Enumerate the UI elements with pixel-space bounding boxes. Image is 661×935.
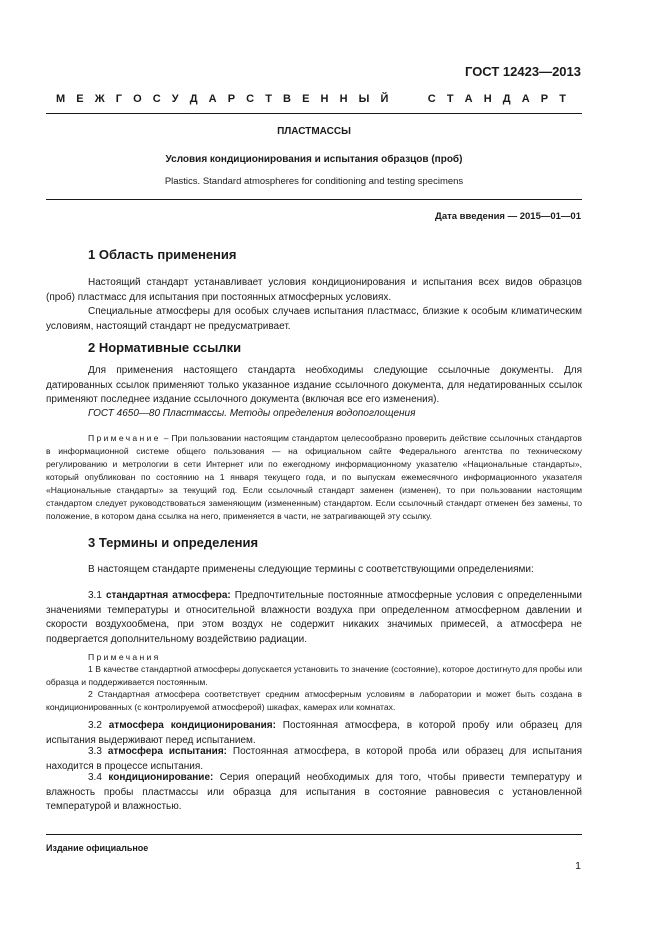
banner-letter: С: [427, 93, 436, 105]
banner-letter: Т: [446, 93, 454, 105]
term-3-2: [46, 719, 582, 748]
banner-letter: [399, 93, 402, 105]
banner-letter: Н: [320, 93, 329, 105]
introduction-date: Дата введения — 2015—01—01: [435, 211, 581, 222]
banner-letter: Т: [265, 93, 272, 105]
note-label: Примечание: [88, 433, 161, 443]
banner-letter: У: [171, 93, 179, 105]
term-name: кондиционирование:: [108, 772, 214, 783]
term-name: атмосфера кондиционирования:: [108, 720, 276, 731]
section-2-paragraph: Для применения настоящего стандарта необходимы следующие ссылочные документы. Для датированных ссылок применяют только указанное издание ссылочного документа, для недатированных ссылок применяют последнее издание ссылочного документа (включая все его изменения).: [46, 365, 582, 405]
banner-letter: Д: [189, 93, 198, 105]
term-number: 3.1: [88, 590, 106, 601]
banner-letter: Д: [502, 93, 511, 105]
term-name: атмосфера испытания:: [107, 746, 227, 757]
title-rule: [46, 199, 582, 200]
section-3-notes-label: Примечания: [88, 652, 161, 662]
term-name: стандартная атмосфера:: [105, 590, 231, 601]
section-2-note: [46, 432, 582, 523]
banner-letter: А: [464, 93, 473, 105]
section-1-heading: 1 Область применения: [88, 247, 237, 262]
banner-letter: Р: [540, 93, 549, 105]
banner-letter: О: [133, 93, 142, 105]
banner-letter: Ы: [358, 93, 370, 105]
term-definition: Серия операций необходимых для того, чтобы привести температуру и влажность пробы пластмассы или образца для испытания в состояние равновесия с установленной температурой и влажностью.: [46, 772, 582, 812]
term-number: 3.2: [88, 720, 109, 731]
term-number: 3.4: [88, 772, 109, 783]
term-number: 3.3: [88, 746, 108, 757]
standard-subtitle: Условия кондиционирования и испытания образцов (проб): [165, 154, 463, 165]
banner-letter: Н: [339, 93, 348, 105]
term-definition: Предпочтительные постоянные атмосферные условия с определенными значениями температуры и относительной влажности воздуха при определенном атмосферном давлении и скорости воздухообмена, при этом воздух не содержит никаких значимых примесей, а атмосфера не подвергается дополнительному воздействию радиации.: [46, 590, 582, 645]
english-title: Plastics. Standard atmospheres for conditioning and testing specimens: [164, 176, 464, 187]
header-rule: [46, 113, 582, 114]
banner-letter: Е: [76, 93, 84, 105]
page-number: 1: [575, 860, 581, 872]
section-1-paragraph-2: Специальные атмосферы для особых случаев испытания пластмасс, близкие к особым климатическим условиям, настоящий стандарт не предусматривает.: [46, 306, 582, 332]
banner-letter: В: [283, 93, 291, 105]
section-3-note-1: 1 В качестве стандартной атмосферы допускается установить то значение (состояние), которое достигнуто для пробы или образца и поддерживается постоянным.: [46, 664, 582, 687]
footer-rule: [46, 834, 582, 835]
section-3-intro: В настоящем стандарте применены следующие термины с соответствующими определениями:: [88, 564, 534, 575]
section-3-heading: 3 Термины и определения: [88, 535, 259, 550]
banner-letter: Т: [559, 93, 566, 105]
standard-title: ПЛАСТМАССЫ: [277, 126, 351, 137]
banner-letter: Й: [380, 93, 389, 105]
banner-letter: Е: [302, 93, 310, 105]
reference-gost-4650: ГОСТ 4650—80 Пластмассы. Методы определения водопоглощения: [88, 408, 416, 419]
note-text: – При пользовании настоящим стандартом целесообразно проверить действие ссылочных стандартов в информационной системе общего пользования — на официальном сайте Федерального агентства по техническому регулированию и метрологии в сети Интернет или по ежегодному информационному указателю «Национальные стандарты», который опубликован по состоянию на 1 января текущего года, и по выпускам ежемесячного информационного указателя «Национальные стандарты» за текущий год. Если ссылочный стандарт заменен (изменен), то при пользовании настоящим стандартом следует руководствоваться заменяющим (измененным) стандартом. Если ссылочный стандарт отменен без замены, то положение, в котором дана ссылка на него, применяется в части, не затрагивающей эту ссылку.: [46, 433, 582, 521]
banner-letter: Ж: [94, 93, 105, 105]
document-number: ГОСТ 12423—2013: [465, 64, 581, 79]
term-3-3: [46, 745, 582, 774]
term-3-1: [46, 589, 582, 647]
official-edition-label: Издание официальное: [46, 843, 149, 853]
term-definition: Постоянная атмосфера, в которой проба или образец для испытания находится в процессе испытания.: [46, 746, 583, 772]
term-3-4: [46, 771, 582, 815]
banner-letter: С: [246, 93, 255, 105]
banner-letter: С: [152, 93, 161, 105]
banner-letter: Н: [483, 93, 492, 105]
banner-letter: Г: [115, 93, 122, 105]
banner-letter: М: [56, 93, 66, 105]
interstate-standard-banner: [56, 93, 566, 105]
banner-letter: А: [208, 93, 217, 105]
banner-letter: [414, 93, 417, 105]
banner-letter: Р: [227, 93, 236, 105]
term-definition: Постоянная атмосфера, в которой пробу или образец для испытания выдерживают перед испытанием.: [46, 720, 582, 746]
section-2-heading: 2 Нормативные ссылки: [88, 340, 242, 355]
section-3-note-2: 2 Стандартная атмосфера соответствует средним атмосферным условиям в лаборатории и может быть создана в кондиционированных (с контролируемой атмосферой) шкафах, камерах или комнатах.: [46, 689, 582, 712]
section-1-paragraph-1: Настоящий стандарт устанавливает условия кондиционирования и испытания всех видов образцов (проб) пластмасс для испытания при постоянных атмосферных условиях.: [46, 277, 582, 303]
banner-letter: А: [521, 93, 530, 105]
